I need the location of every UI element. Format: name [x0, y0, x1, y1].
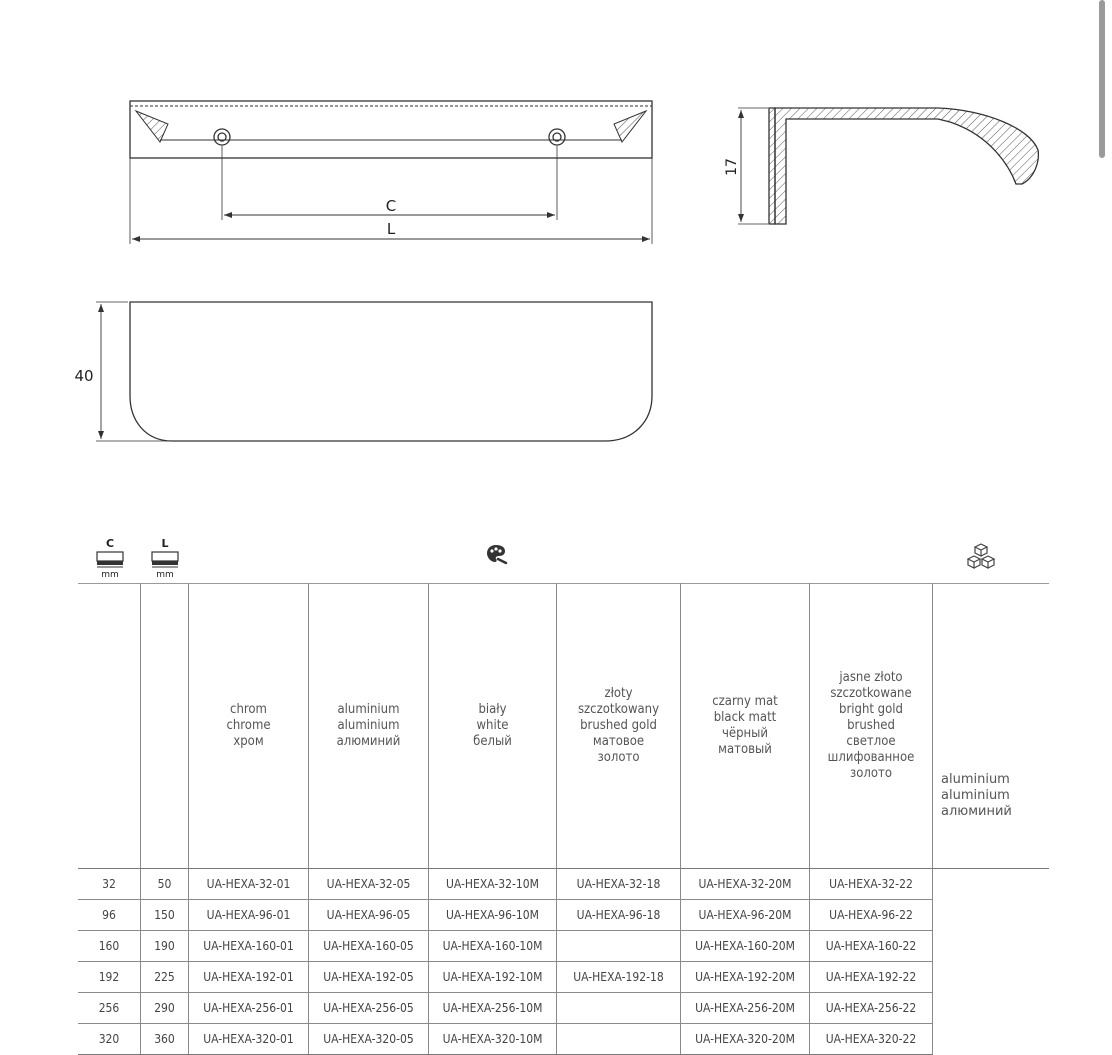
- finish-label-line: czarny mat: [712, 694, 778, 709]
- finish-label-line: шлифованное: [827, 750, 915, 765]
- finish-header: [189, 584, 309, 869]
- dimension-c-header: [93, 536, 127, 580]
- finish-label-line: szczotkowane: [830, 686, 912, 701]
- product-code-cell: UA-HEXA-96-10M: [429, 900, 557, 931]
- technical-drawing: [0, 0, 1112, 520]
- finish-label-line: aluminium: [337, 718, 400, 733]
- dimension-l-cell: 360: [141, 1024, 189, 1055]
- finish-label-line: светлое: [846, 734, 896, 749]
- product-code-cell: UA-HEXA-32-18: [557, 869, 681, 900]
- finish-header: [810, 584, 933, 869]
- spec-table: [78, 583, 1049, 1055]
- dimension-l-header: [148, 536, 182, 580]
- product-code-cell: UA-HEXA-96-01: [189, 900, 309, 931]
- dimension-c-cell: 192: [78, 962, 141, 993]
- finish-label-line: black matt: [713, 710, 777, 725]
- dimension-c-cell: 320: [78, 1024, 141, 1055]
- product-code-cell: UA-HEXA-192-10M: [429, 962, 557, 993]
- product-code-cell: UA-HEXA-96-18: [557, 900, 681, 931]
- material-cell: [933, 584, 1050, 869]
- finish-label-line: white: [476, 718, 509, 733]
- finish-label-line: белый: [473, 734, 512, 749]
- finish-label-line: biały: [478, 702, 507, 717]
- finish-label-line: чёрный: [721, 726, 769, 741]
- material-line: aluminium: [941, 788, 1010, 803]
- finish-header: [429, 584, 557, 869]
- material-line: aluminium: [941, 772, 1010, 787]
- dimension-c-cell: 96: [78, 900, 141, 931]
- finish-label-line: szczotkowany: [577, 702, 660, 717]
- table-row: [78, 931, 1049, 962]
- product-code-cell: UA-HEXA-256-01: [189, 993, 309, 1024]
- finish-label-line: золото: [850, 766, 892, 781]
- product-code-cell: UA-HEXA-320-20M: [681, 1024, 810, 1055]
- finish-label-line: золото: [597, 750, 640, 765]
- finish-label-line: brushed: [847, 718, 895, 733]
- product-code-cell: UA-HEXA-320-01: [189, 1024, 309, 1055]
- finish-label-line: матовый: [718, 742, 772, 757]
- table-row: [78, 962, 1049, 993]
- product-code-cell: UA-HEXA-32-22: [810, 869, 933, 900]
- product-code-cell: UA-HEXA-192-01: [189, 962, 309, 993]
- dimension-l-header-unit: mm: [156, 570, 174, 580]
- material-line: алюминий: [941, 804, 1012, 819]
- dimension-l-cell: 190: [141, 931, 189, 962]
- product-code-cell: UA-HEXA-96-22: [810, 900, 933, 931]
- dimension-c-cell: 256: [78, 993, 141, 1024]
- dimension-height-side-label: 17: [724, 158, 740, 176]
- product-code-cell: UA-HEXA-96-20M: [681, 900, 810, 931]
- cubes-icon: [966, 542, 996, 570]
- finish-label-line: złoty: [604, 686, 633, 701]
- finish-label-line: chrome: [226, 718, 271, 733]
- dimension-l-cell: 50: [141, 869, 189, 900]
- dimension-height-front-label: 40: [74, 367, 94, 385]
- header-cell-l: [141, 584, 189, 869]
- product-code-cell: UA-HEXA-32-20M: [681, 869, 810, 900]
- dimension-c-label: C: [385, 197, 397, 215]
- product-code-cell: UA-HEXA-32-05: [309, 869, 429, 900]
- table-row: [78, 1024, 1049, 1055]
- table-header-row: [78, 584, 1049, 869]
- product-code-cell: UA-HEXA-160-10M: [429, 931, 557, 962]
- dimension-l-header-label: L: [161, 537, 169, 550]
- product-code-cell: UA-HEXA-192-05: [309, 962, 429, 993]
- product-code-cell: UA-HEXA-256-20M: [681, 993, 810, 1024]
- table-row: [78, 869, 1049, 900]
- dimension-c-cell: 32: [78, 869, 141, 900]
- finish-label-line: jasne złoto: [839, 670, 903, 685]
- header-cell-c: [78, 584, 141, 869]
- product-code-cell: UA-HEXA-192-18: [557, 962, 681, 993]
- product-code-cell: UA-HEXA-256-10M: [429, 993, 557, 1024]
- scrollbar-thumb[interactable]: [1099, 0, 1105, 158]
- product-code-cell: UA-HEXA-160-20M: [681, 931, 810, 962]
- palette-icon: [484, 542, 508, 566]
- product-code-cell: UA-HEXA-32-01: [189, 869, 309, 900]
- table-row: [78, 900, 1049, 931]
- finish-header: [557, 584, 681, 869]
- product-code-cell: UA-HEXA-320-05: [309, 1024, 429, 1055]
- product-code-cell: [557, 931, 681, 962]
- dimension-l-cell: 150: [141, 900, 189, 931]
- finish-header: [681, 584, 810, 869]
- product-code-cell: [557, 1024, 681, 1055]
- product-code-cell: UA-HEXA-256-22: [810, 993, 933, 1024]
- finish-label-line: bright gold: [839, 702, 903, 717]
- product-code-cell: UA-HEXA-256-05: [309, 993, 429, 1024]
- dimension-l-label: L: [386, 220, 396, 238]
- dimension-c-cell: 160: [78, 931, 141, 962]
- finish-label-line: матовое: [592, 734, 645, 749]
- finish-label-line: алюминий: [336, 734, 401, 749]
- dimension-l-cell: 290: [141, 993, 189, 1024]
- finish-label-line: хром: [233, 734, 264, 749]
- finish-label-line: brushed gold: [580, 718, 657, 733]
- product-code-cell: UA-HEXA-32-10M: [429, 869, 557, 900]
- finish-label-line: aluminium: [337, 702, 400, 717]
- product-code-cell: [557, 993, 681, 1024]
- product-code-cell: UA-HEXA-192-20M: [681, 962, 810, 993]
- table-row: [78, 993, 1049, 1024]
- front-view: [96, 302, 652, 441]
- product-code-cell: UA-HEXA-96-05: [309, 900, 429, 931]
- dimension-c-header-unit: mm: [101, 570, 119, 580]
- side-profile: [738, 108, 1038, 224]
- dimension-c-header-label: C: [105, 537, 115, 550]
- product-code-cell: UA-HEXA-320-22: [810, 1024, 933, 1055]
- product-code-cell: UA-HEXA-160-01: [189, 931, 309, 962]
- product-code-cell: UA-HEXA-160-05: [309, 931, 429, 962]
- finish-label-line: chrom: [230, 702, 267, 717]
- finish-header: [309, 584, 429, 869]
- product-code-cell: UA-HEXA-192-22: [810, 962, 933, 993]
- product-code-cell: UA-HEXA-320-10M: [429, 1024, 557, 1055]
- dimension-l-cell: 225: [141, 962, 189, 993]
- product-code-cell: UA-HEXA-160-22: [810, 931, 933, 962]
